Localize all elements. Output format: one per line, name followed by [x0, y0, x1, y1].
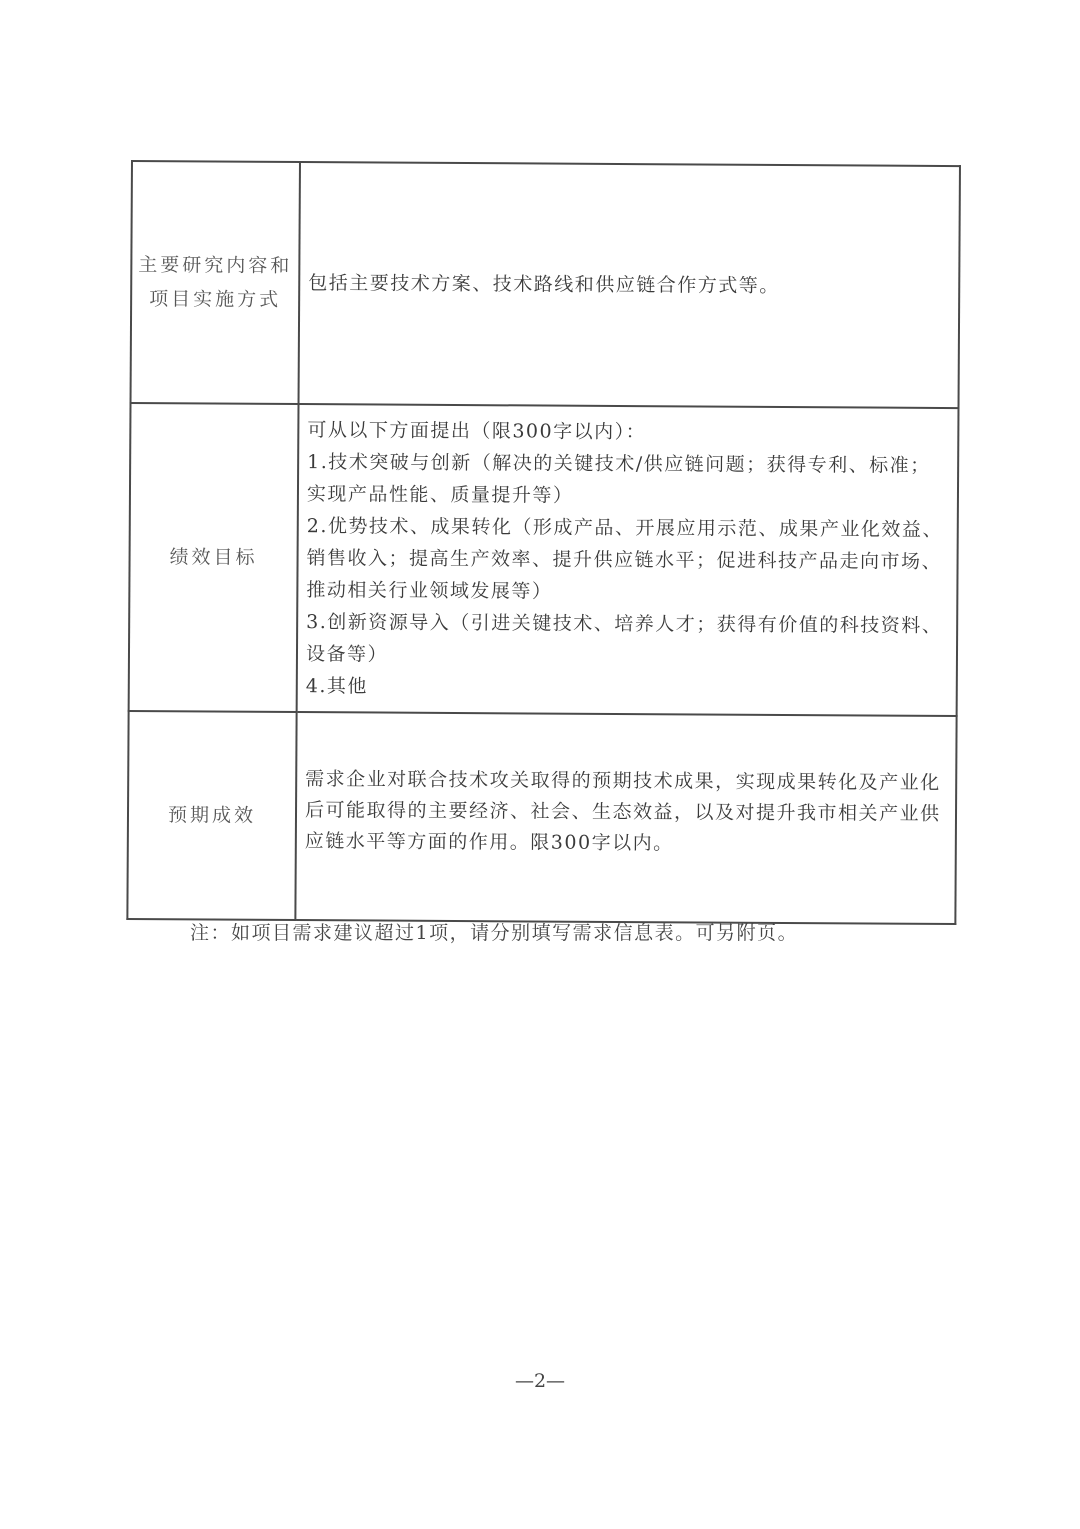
perf-line-intro: 可从以下方面提出（限300字以内）：: [307, 419, 647, 444]
table-row-outcome: [127, 711, 956, 924]
perf-line-3-cont: 设备等）: [305, 643, 389, 666]
content-research: [299, 162, 960, 408]
label-line: 绩效目标: [169, 546, 258, 569]
table-row-performance: [129, 403, 959, 716]
requirement-form-table: [126, 160, 961, 925]
perf-line-4: 4.其他: [305, 675, 368, 698]
label-line: 预期成效: [167, 804, 257, 827]
label-performance-goals: [129, 403, 299, 712]
outcome-text: 需求企业对联合技术攻关取得的预期技术成果，实现成果转化及产业化后可能取得的主要经济、社会、生态效益，以及对提升我市相关产业供应链水平等方面的作用。限300字以内。: [304, 767, 941, 854]
perf-line-1: 1.技术突破与创新（解决的关键技术/供应链问题；获得专利、标准；: [307, 451, 931, 477]
page-number: —2—: [514, 1370, 566, 1392]
label-research-content: [131, 161, 300, 404]
perf-line-2-cont2: 推动相关行业领域发展等）: [306, 579, 553, 603]
content-performance: [297, 404, 959, 716]
table-row-research: [131, 161, 960, 408]
footnote: 注：如项目需求建议超过1项，请分别填写需求信息表。可另附页。: [190, 922, 799, 944]
research-text: 包括主要技术方案、技术路线和供应链合作方式等。: [308, 272, 780, 297]
perf-line-3: 3.创新资源导入（引进关键技术、培养人才；获得有价值的科技资料、: [306, 611, 943, 637]
label-expected-outcome: [127, 711, 296, 920]
label-line: 项目实施方式: [149, 288, 282, 311]
label-line: 主要研究内容和: [138, 254, 293, 277]
perf-line-2-cont: 销售收入；提高生产效率、提升供应链水平；促进科技产品走向市场、: [306, 547, 943, 573]
content-outcome: [295, 712, 956, 924]
perf-line-1-cont: 实现产品性能、质量提升等）: [306, 483, 574, 507]
perf-line-2: 2.优势技术、成果转化（形成产品、开展应用示范、成果产业化效益、: [306, 515, 943, 541]
